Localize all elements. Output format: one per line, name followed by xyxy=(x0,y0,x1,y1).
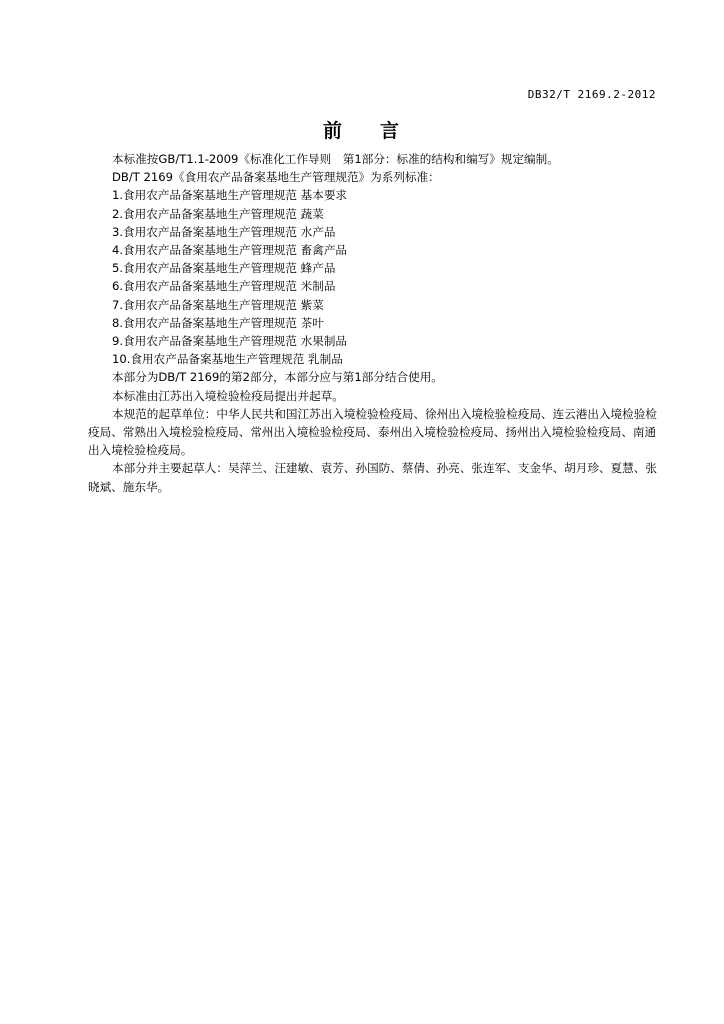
title-char-2: 言 xyxy=(380,120,402,142)
paragraph-proposer: 本标准由江苏出入境检验检疫局提出并起草。 xyxy=(112,388,344,403)
list-item: 10.食用农产品备案基地生产管理规范 乳制品 xyxy=(112,352,343,367)
paragraph-drafters: 本部分并主要起草人：吴萍兰、汪建敏、袁芳、孙国防、蔡倩、孙亮、张连军、支金华、胡月珍、夏慧、张晓斌、施东华。 xyxy=(88,461,657,494)
document-code: DB32/T 2169.2-2012 xyxy=(527,88,656,101)
list-item: 1.食用农产品备案基地生产管理规范 基本要求 xyxy=(112,188,348,203)
list-item: 2.食用农产品备案基地生产管理规范 蔬菜 xyxy=(112,206,324,221)
list-item: 7.食用农产品备案基地生产管理规范 紫菜 xyxy=(112,297,324,312)
paragraph-part-relation: 本部分为DB/T 2169的第2部分，本部分应与第1部分结合使用。 xyxy=(112,370,443,385)
paragraph-drafting-rule: 本标准按GB/T1.1-2009《标准化工作导则 第1部分：标准的结构和编写》规定编制。 xyxy=(112,152,559,166)
list-item: 6.食用农产品备案基地生产管理规范 米制品 xyxy=(112,279,336,294)
list-item: 9.食用农产品备案基地生产管理规范 水果制品 xyxy=(112,334,348,349)
page-title xyxy=(0,117,724,145)
list-item: 4.食用农产品备案基地生产管理规范 畜禽产品 xyxy=(112,243,348,258)
list-item: 8.食用农产品备案基地生产管理规范 茶叶 xyxy=(112,315,324,330)
paragraph-series-intro: DB/T 2169《食用农产品备案基地生产管理规范》为系列标准： xyxy=(112,170,440,185)
list-item: 3.食用农产品备案基地生产管理规范 水产品 xyxy=(112,224,336,239)
paragraph-drafting-units: 本规范的起草单位：中华人民共和国江苏出入境检验检疫局、徐州出入境检验检疫局、连云港出入境检验检疫局、常熟出入境检验检疫局、常州出入境检验检疫局、泰州出入境检验检疫局、扬州出入境检验检疫局、南通出入境检验检疫局。 xyxy=(88,406,657,458)
foreword-body xyxy=(88,150,660,496)
list-item: 5.食用农产品备案基地生产管理规范 蜂产品 xyxy=(112,261,336,276)
title-char-1: 前 xyxy=(322,120,344,142)
